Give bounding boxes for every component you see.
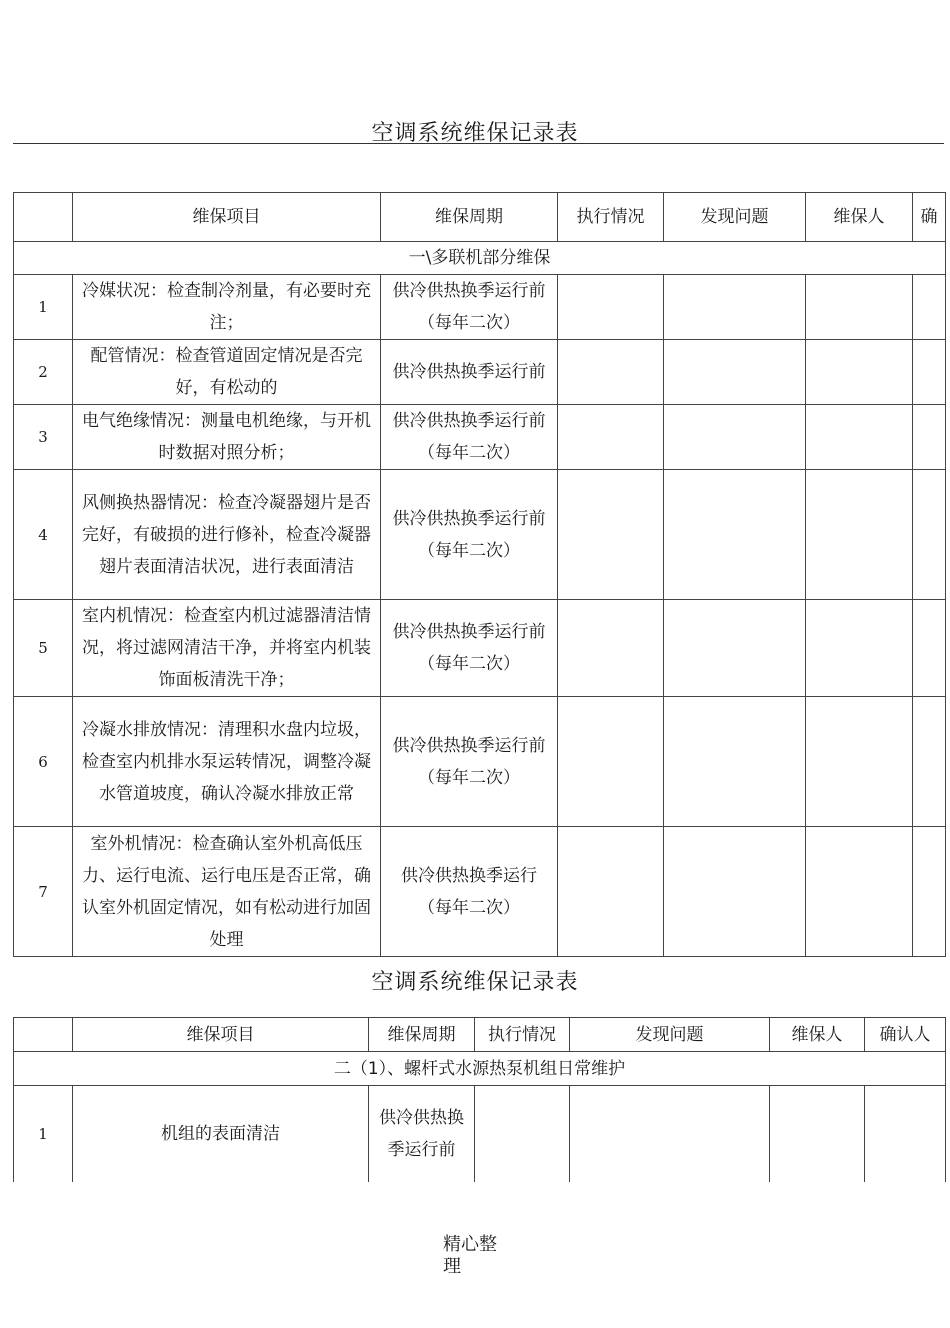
header-issues: 发现问题 [664, 193, 806, 242]
header-item: 维保项目 [73, 193, 381, 242]
table-header-row [14, 1018, 946, 1052]
row-item: 冷媒状况：检查制冷剂量，有必要时充注； [73, 275, 381, 340]
header-confirmer: 确 [913, 193, 946, 242]
row-maintainer [806, 600, 913, 697]
row-execution [558, 600, 664, 697]
row-confirmer [913, 340, 946, 405]
row-number: 1 [14, 275, 73, 340]
row-issues [664, 827, 806, 957]
row-maintainer [806, 470, 913, 600]
row-maintainer [806, 340, 913, 405]
header-maintainer: 维保人 [770, 1018, 865, 1052]
row-execution [558, 697, 664, 827]
row-issues [664, 340, 806, 405]
section-title: 一\多联机部分维保 [14, 242, 946, 275]
row-number: 7 [14, 827, 73, 957]
row-execution [475, 1086, 570, 1182]
row-number: 1 [14, 1086, 73, 1182]
table-row [14, 340, 946, 405]
row-period: 供冷供热换季运行前（每年二次） [381, 470, 558, 600]
row-issues [570, 1086, 770, 1182]
row-number: 2 [14, 340, 73, 405]
row-execution [558, 470, 664, 600]
row-period: 供冷供热换季运行（每年二次） [381, 827, 558, 957]
footer-note: 精心整理 [443, 1234, 497, 1277]
table-row [14, 470, 946, 600]
row-number: 6 [14, 697, 73, 827]
header-item: 维保项目 [73, 1018, 369, 1052]
row-period: 供冷供热换季运行前（每年二次） [381, 600, 558, 697]
table-row [14, 827, 946, 957]
row-number: 4 [14, 470, 73, 600]
page-title-repeat: 空调系统维保记录表 [371, 970, 579, 995]
row-maintainer [806, 697, 913, 827]
row-item: 风侧换热器情况：检查冷凝器翅片是否完好，有破损的进行修补，检查冷凝器翅片表面清洁状况，进行表面清洁 [73, 470, 381, 600]
row-number: 5 [14, 600, 73, 697]
page-title: 空调系统维保记录表 [371, 121, 579, 146]
table-row [14, 697, 946, 827]
row-maintainer [770, 1086, 865, 1182]
table-row [14, 1086, 946, 1182]
row-confirmer [913, 697, 946, 827]
row-confirmer [913, 827, 946, 957]
table-header-row [14, 193, 946, 242]
row-period: 供冷供热换季运行前（每年二次） [381, 405, 558, 470]
row-issues [664, 470, 806, 600]
section-row [14, 242, 946, 275]
row-confirmer [913, 405, 946, 470]
row-confirmer [865, 1086, 946, 1182]
header-period: 维保周期 [369, 1018, 475, 1052]
row-execution [558, 275, 664, 340]
section-row [14, 1052, 946, 1086]
row-period: 供冷供热换季运行前 [381, 340, 558, 405]
row-item: 室内机情况：检查室内机过滤器清洁情况，将过滤网清洁干净，并将室内机装饰面板清洗干净； [73, 600, 381, 697]
row-number: 3 [14, 405, 73, 470]
header-issues: 发现问题 [570, 1018, 770, 1052]
header-execution: 执行情况 [558, 193, 664, 242]
header-cell [14, 1018, 73, 1052]
table-row [14, 405, 946, 470]
header-execution: 执行情况 [475, 1018, 570, 1052]
row-period: 供冷供热换季运行前（每年二次） [381, 697, 558, 827]
row-maintainer [806, 405, 913, 470]
row-confirmer [913, 600, 946, 697]
row-issues [664, 697, 806, 827]
row-maintainer [806, 275, 913, 340]
title-underline [13, 143, 944, 144]
row-item: 机组的表面清洁 [73, 1086, 369, 1182]
maintenance-table-multi-split [13, 192, 946, 957]
table-row [14, 600, 946, 697]
table-row [14, 275, 946, 340]
header-confirmer: 确认人 [865, 1018, 946, 1052]
row-item: 配管情况：检查管道固定情况是否完好，有松动的 [73, 340, 381, 405]
header-period: 维保周期 [381, 193, 558, 242]
row-confirmer [913, 275, 946, 340]
maintenance-table-screw-unit [13, 1017, 946, 1182]
row-item: 室外机情况：检查确认室外机高低压力、运行电流、运行电压是否正常，确认室外机固定情况，如有松动进行加固处理 [73, 827, 381, 957]
row-issues [664, 405, 806, 470]
row-item: 冷凝水排放情况：清理积水盘内垃圾，检查室内机排水泵运转情况，调整冷凝水管道坡度，确认冷凝水排放正常 [73, 697, 381, 827]
row-confirmer [913, 470, 946, 600]
row-period: 供冷供热换季运行前（每年二次） [381, 275, 558, 340]
row-maintainer [806, 827, 913, 957]
row-issues [664, 275, 806, 340]
header-cell [14, 193, 73, 242]
row-item: 电气绝缘情况：测量电机绝缘，与开机时数据对照分析； [73, 405, 381, 470]
row-execution [558, 340, 664, 405]
row-issues [664, 600, 806, 697]
header-maintainer: 维保人 [806, 193, 913, 242]
row-execution [558, 405, 664, 470]
section-title: 二（1）、螺杆式水源热泵机组日常维护 [14, 1052, 946, 1086]
row-period: 供冷供热换季运行前 [369, 1086, 475, 1182]
row-execution [558, 827, 664, 957]
